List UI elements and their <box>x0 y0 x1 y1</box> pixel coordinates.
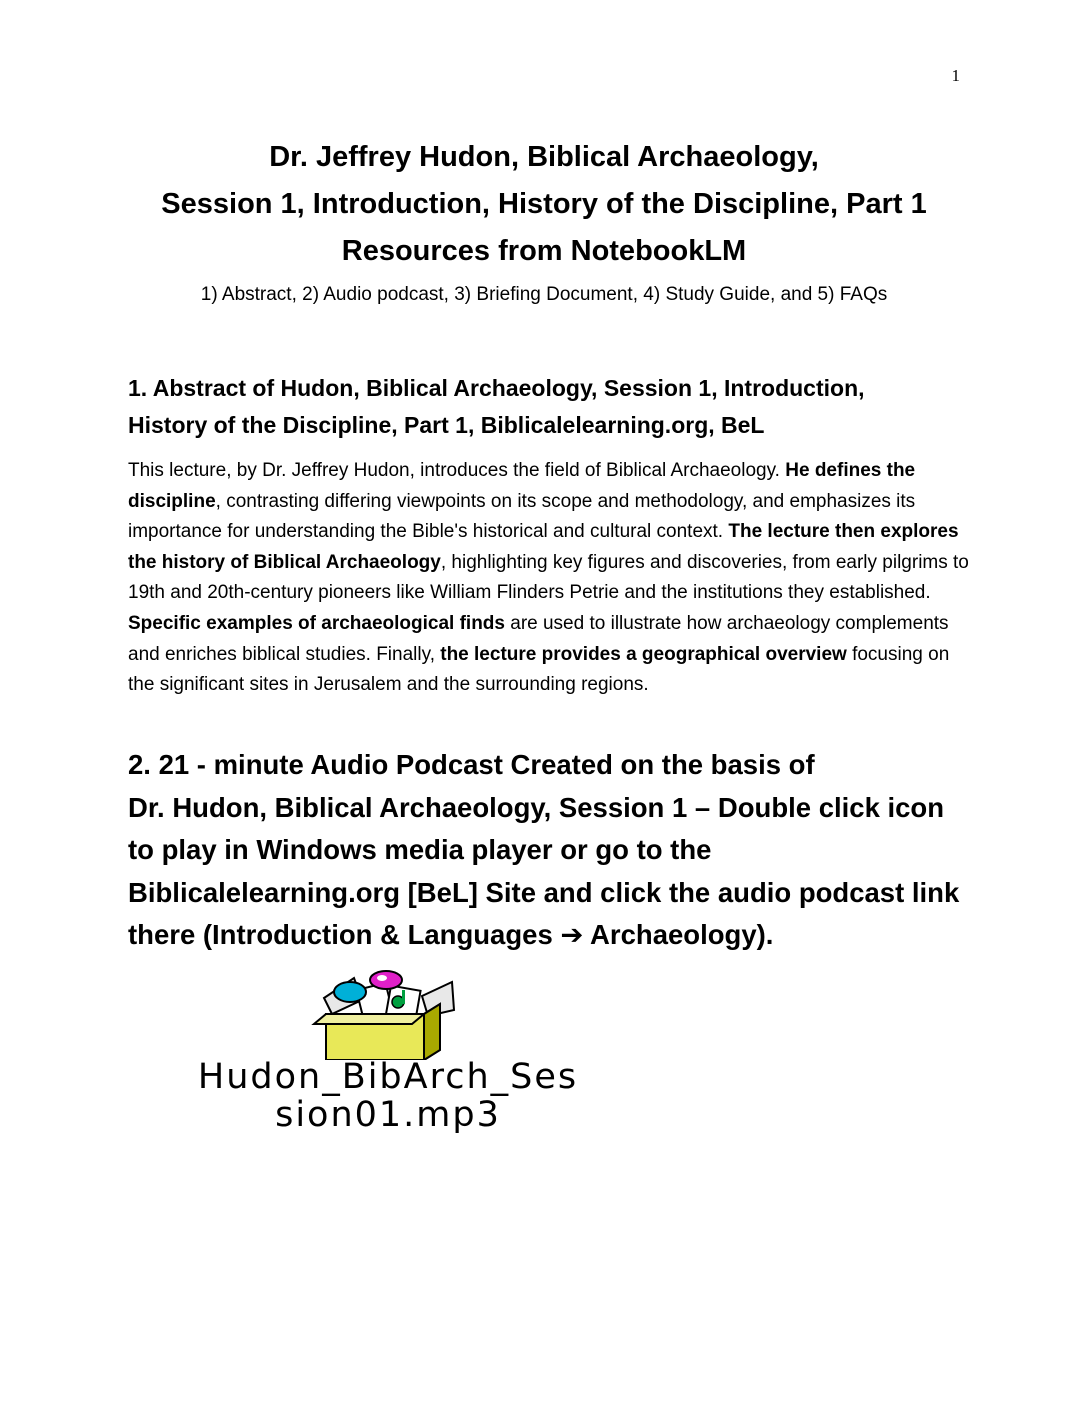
abstract-bold-3: Specific examples of archaeological finds <box>128 612 505 634</box>
podcast-heading-line-5b: Archaeology). <box>583 919 774 950</box>
arrow-right-icon: ➔ <box>560 919 584 950</box>
audio-podcast-attachment[interactable] <box>128 970 648 1140</box>
document-title <box>80 134 1008 275</box>
abstract-text-2: , contrasting differing viewpoints on its scope and methodology, and emphasizes its importance for understanding the Bible's historical and cultural context. <box>128 490 916 543</box>
abstract-text-1: This lecture, by Dr. Jeffrey Hudon, introduces the field of Biblical Archaeology. <box>128 460 786 481</box>
audio-file-name[interactable] <box>128 1058 648 1134</box>
page-number: 1 <box>951 66 960 85</box>
title-line-3: Resources from NotebookLM <box>341 235 747 267</box>
podcast-heading-line-1: 2. 21 - minute Audio Podcast Created on the basis of <box>128 749 815 780</box>
file-name-line-1: Hudon_BibArch_Ses <box>197 1057 579 1097</box>
podcast-heading <box>128 744 988 957</box>
file-name-line-2: sion01.mp3 <box>275 1095 501 1135</box>
abstract-text-5: focusing on the significant sites in Jerusalem and the surrounding regions. <box>128 643 950 696</box>
podcast-heading-line-5 <box>128 914 988 957</box>
abstract-text-3: , highlighting key figures and discoveries, from early pilgrims to 19th and 20th-century pioneers like William Flinders Petrie and the institutions they established. <box>128 551 969 604</box>
abstract-heading-line-2: History of the Discipline, Part 1, Biblicalelearning.org, BeL <box>128 412 765 438</box>
podcast-heading-line-3: to play in Windows media player or go to the <box>128 834 712 865</box>
podcast-heading-line-5a: there (Introduction & Languages <box>128 919 561 950</box>
abstract-bold-1: He defines the discipline <box>128 460 916 512</box>
podcast-heading-line-2: Dr. Hudon, Biblical Archaeology, Session 1 – Double click icon <box>128 791 945 823</box>
abstract-bold-2: The lecture then explores the history of Biblical Archaeology <box>128 521 959 573</box>
abstract-paragraph <box>128 456 976 701</box>
title-line-1: Dr. Jeffrey Hudon, Biblical Archaeology, <box>269 141 819 173</box>
title-line-2: Session 1, Introduction, History of the Discipline, Part 1 <box>161 188 927 220</box>
abstract-text-4: are used to illustrate how archaeology complements and enriches biblical studies. Finally, <box>128 612 949 665</box>
package-icon[interactable] <box>304 970 464 1060</box>
abstract-bold-4: the lecture provides a geographical overview <box>440 643 847 665</box>
abstract-heading <box>128 370 968 444</box>
podcast-heading-line-4: Biblicalelearning.org [BeL] Site and click the audio podcast link <box>128 876 960 908</box>
resource-list: 1) Abstract, 2) Audio podcast, 3) Briefing Document, 4) Study Guide, and 5) FAQs <box>200 284 888 305</box>
abstract-heading-line-1: 1. Abstract of Hudon, Biblical Archaeology, Session 1, Introduction, <box>128 375 865 401</box>
